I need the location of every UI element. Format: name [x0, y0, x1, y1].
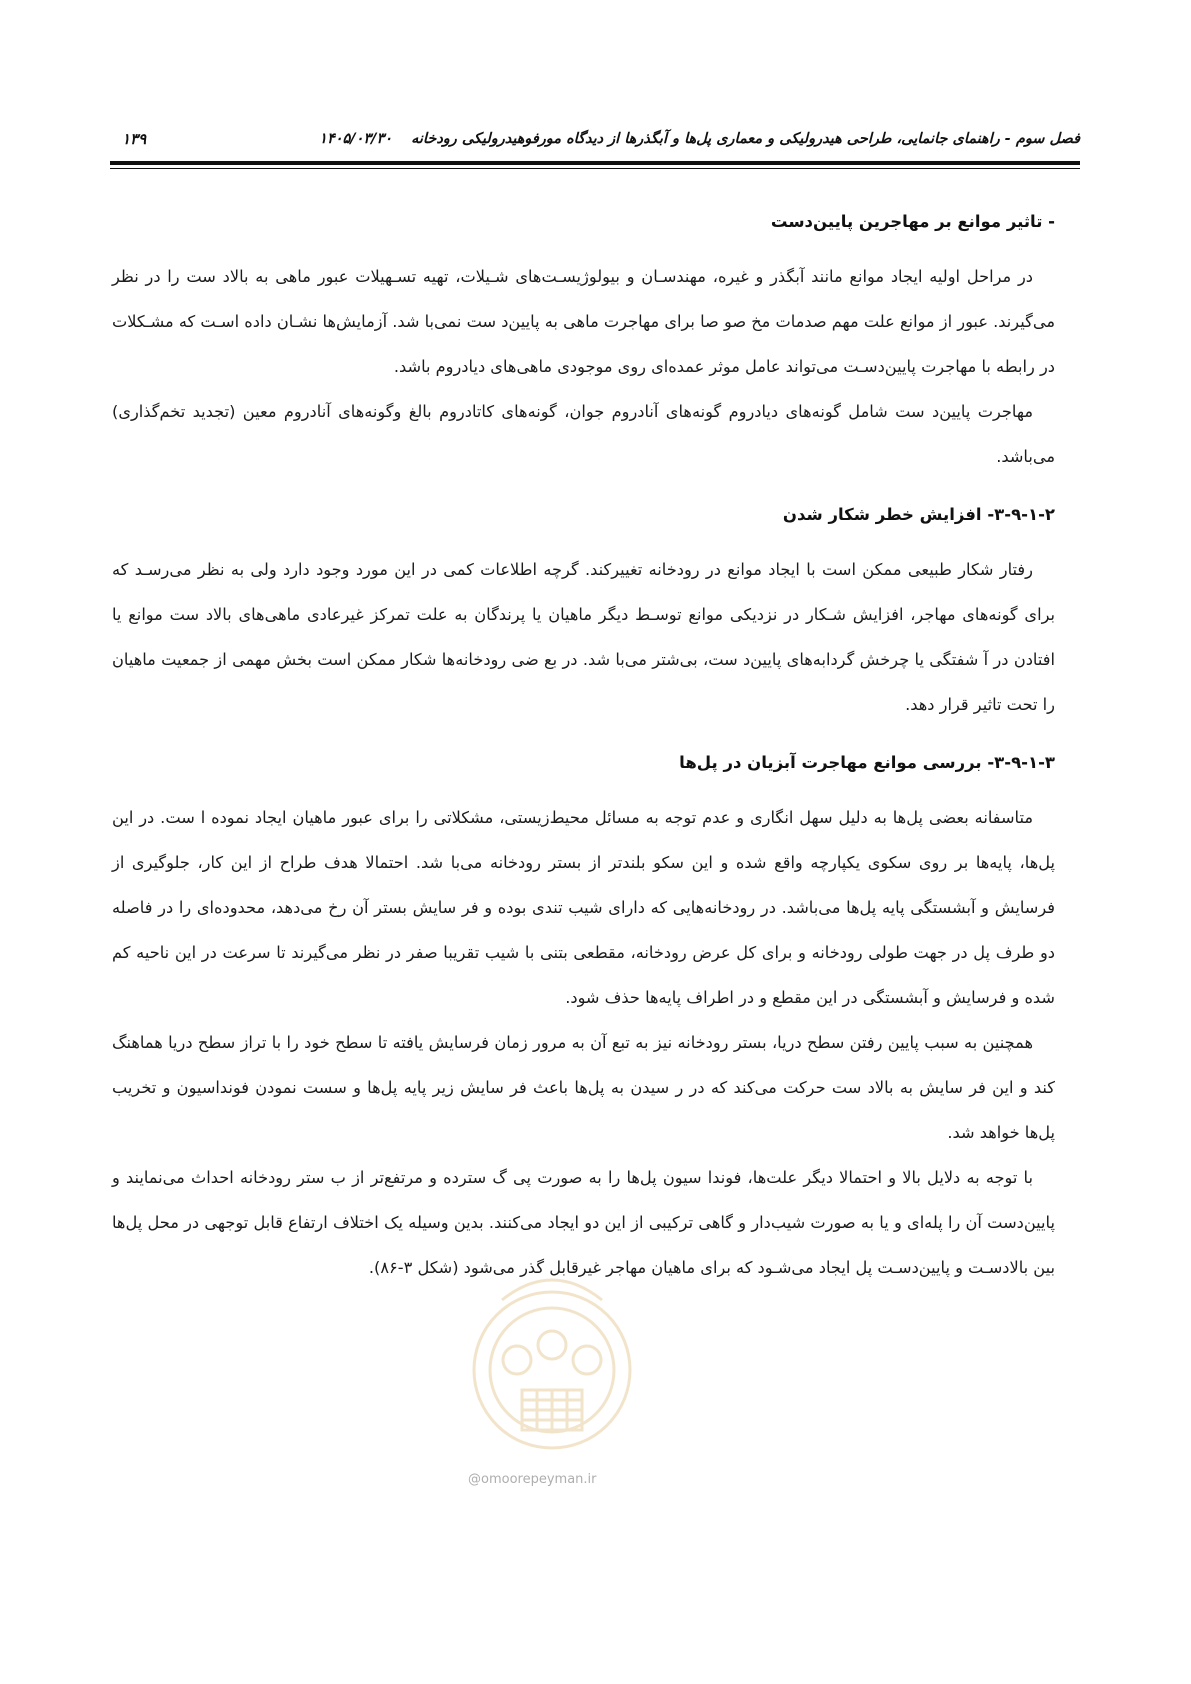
- paragraph: رفتار شکار طبیعی ممکن است با ایجاد موانع در رودخانه تغییرکند. گرچه اطلاعات کمی در این مورد وجود دارد ولی به نظر می‌رسـد که برای گونه‌های مهاجر، افزایش شـکار در نزدیکی موانع توسـط دیگر ماهیان یا پرندگان به علت تمرکز غیرعادی ماهی‌های بالاد ست موانع یا افتادن در آ شفتگی یا چرخش گردابه‌های پایین‌د ست، بی‌شتر می‌با شد. در بع ضی رودخانه‌ها شکار ممکن است بخش مهمی از جمعیت ماهیان را تحت تاثیر قرار دهد.: [112, 560, 1055, 714]
- section-heading: - تاثیر موانع بر مهاجرین پایین‌دست: [770, 212, 1055, 231]
- header-date: ۱۴۰۵/۰۳/۳۰: [319, 131, 393, 147]
- paragraph: در مراحل اولیه ایجاد موانع مانند آبگذر و غیره، مهندسـان و بیولوژیسـت‌های شـیلات، تهیه تسـهیلات عبور ماهی به بالاد ست را در نظر می‌گیرند. عبور از موانع علت مهم صدمات مخ صو صا برای مهاجرت ماهی به پایین‌د ست نمی‌با شد. آزمایش‌ها نشـان داده اسـت که مشـکلات در رابطه با مهاجرت پایین‌دسـت می‌تواند عامل موثر عمده‌ای روی موجودی ماهی‌های دیادروم باشد.: [112, 267, 1055, 376]
- chapter-title: فصل سوم - راهنمای جانمایی، طراحی هیدرولیکی و معماری پل‌ها و آبگذرها از دیدگاه مورفوهیدرولیکی رودخانه: [411, 131, 1080, 147]
- section-predation-risk: [112, 501, 1055, 727]
- section-heading: ۳-۹-۱-۲- افزایش خطر شکار شدن: [782, 505, 1055, 524]
- section-downstream-migrants: [112, 208, 1055, 479]
- header-rule-thin: [110, 168, 1080, 169]
- paragraph: با توجه به دلایل بالا و احتمالا دیگر علت‌ها، فوندا سیون پل‌ها را به صورت پی گ سترده و مرتفع‌تر از ب ستر رودخانه احداث می‌نمایند و پایین‌دست آن را پله‌ای و یا به صورت شیب‌دار و گاهی ترکیبی از این دو ایجاد می‌کنند. بدین وسیله یک اختلاف ارتفاع قابل توجهی در محل پل‌ها بین بالادسـت و پایین‌دسـت پل ایجاد می‌شـود که برای ماهیان مهاجر غیرقابل گذر می‌شود (شکل ۳-۸۶).: [112, 1168, 1055, 1277]
- paragraph: همچنین به سبب پایین رفتن سطح دریا، بستر رودخانه نیز به تبع آن به مرور زمان فرسایش یافته تا سطح خود را با تراز سطح دریا هماهنگ کند و این فر سایش به بالاد ست حرکت می‌کند که در ر سیدن به پل‌ها باعث فر سایش زیر پایه پل‌ها و سست نمودن فونداسیون و تخریب پل‌ها خواهد شد.: [112, 1033, 1055, 1142]
- page-number: ۱۳۹: [122, 130, 147, 148]
- paragraph: مهاجرت پایین‌د ست شامل گونه‌های دیادروم گونه‌های آنادروم جوان، گونه‌های کاتادروم بالغ وگونه‌های آنادروم معین (تجدید تخم‌گذاری) می‌باشد.: [112, 402, 1055, 466]
- page-header: [110, 126, 1080, 152]
- header-rule-thick: [110, 161, 1080, 165]
- section-bridge-barriers: [112, 749, 1055, 1290]
- watermark-url: @omoorepeyman.ir: [468, 1472, 597, 1487]
- section-heading: ۳-۹-۱-۳- بررسی موانع مهاجرت آبزیان در پل‌ها: [679, 753, 1055, 772]
- paragraph: متاسفانه بعضی پل‌ها به دلیل سهل انگاری و عدم توجه به مسائل محیط‌زیستی، مشکلاتی را برای عبور ماهیان ایجاد نموده ا ست. در این پل‌ها، پایه‌ها بر روی سکوی یکپارچه واقع شده و این سکو بلندتر از بستر رودخانه می‌با شد. احتمالا هدف طراح از این کار، جلوگیری از فرسایش و آبشستگی پایه پل‌ها می‌باشد. در رودخانه‌هایی که دارای شیب تندی بوده و فر سایش بستر آن رخ می‌دهد، محدوده‌ای را در فاصله دو طرف پل در جهت طولی رودخانه و برای کل عرض رودخانه، مقطعی بتنی با شیب تقریبا صفر در نظر می‌گیرند تا سرعت در این ناحیه کم شده و فرسایش و آبشستگی در این مقطع و در اطراف پایه‌ها حذف شود.: [112, 808, 1055, 1007]
- running-header: [319, 126, 1080, 152]
- page-body: [112, 208, 1055, 1312]
